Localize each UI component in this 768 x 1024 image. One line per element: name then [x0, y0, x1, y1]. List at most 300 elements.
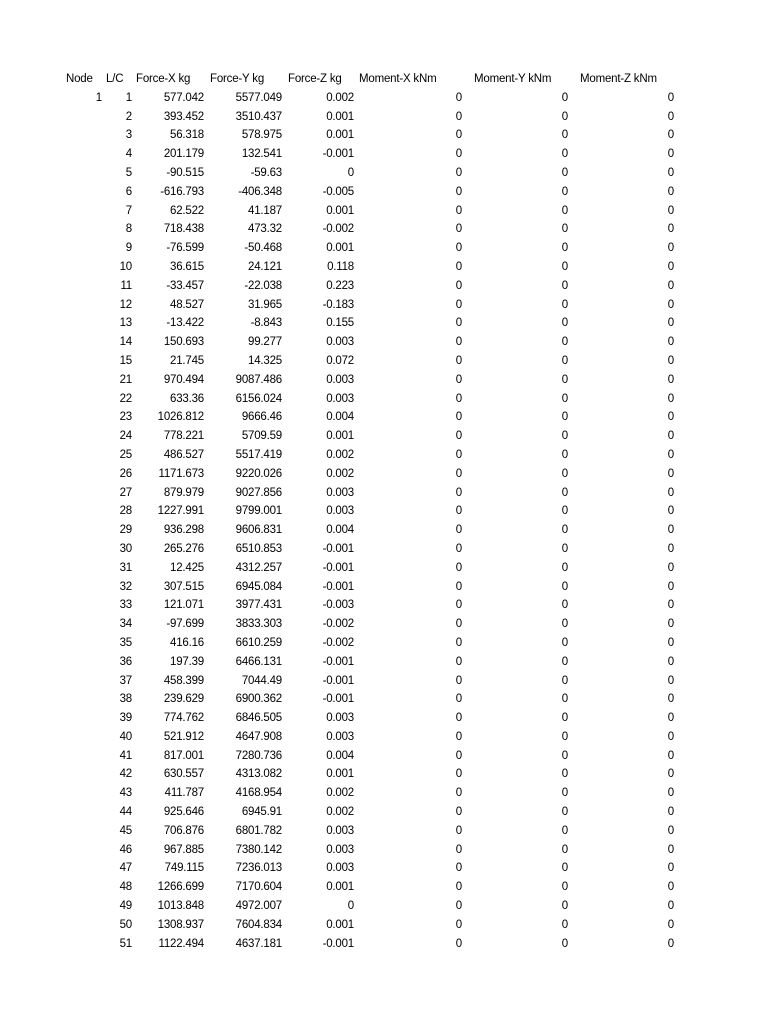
cell-force-y: 3510.437 — [235, 110, 282, 123]
cell-moment-x: 0 — [455, 881, 462, 894]
cell-load-case: 44 — [119, 806, 132, 819]
cell-load-case: 26 — [119, 467, 132, 480]
cell-force-z: 0.002 — [326, 448, 354, 461]
cell-moment-y: 0 — [561, 185, 568, 198]
cell-moment-y: 0 — [561, 599, 568, 612]
cell-node — [0, 390, 104, 409]
cell-load-case: 35 — [119, 636, 132, 649]
cell-force-x: -616.793 — [160, 185, 204, 198]
cell-load-case: 45 — [119, 824, 132, 837]
table-row — [0, 371, 676, 390]
table-row — [0, 935, 676, 954]
cell-force-x: 265.276 — [163, 542, 204, 555]
cell-moment-y: 0 — [561, 806, 568, 819]
cell-force-z: 0.004 — [326, 411, 354, 424]
cell-force-y: 6900.362 — [235, 693, 282, 706]
cell-load-case: 6 — [125, 185, 132, 198]
cell-force-z: -0.001 — [322, 937, 354, 950]
cell-moment-y: 0 — [561, 787, 568, 800]
cell-moment-x: 0 — [455, 636, 462, 649]
cell-node — [0, 559, 104, 578]
cell-load-case: 2 — [125, 110, 132, 123]
cell-node — [0, 164, 104, 183]
cell-force-y: 9220.026 — [235, 467, 282, 480]
cell-force-x: 577.042 — [163, 91, 204, 104]
cell-force-z: 0.155 — [326, 317, 354, 330]
cell-force-y: 4313.082 — [235, 768, 282, 781]
cell-moment-y: 0 — [561, 768, 568, 781]
cell-load-case: 11 — [120, 279, 132, 292]
table-row — [0, 446, 676, 465]
cell-force-y: 14.325 — [248, 354, 282, 367]
cell-force-z: 0.001 — [326, 430, 354, 443]
cell-force-x: 307.515 — [163, 580, 204, 593]
cell-load-case: 5 — [125, 166, 132, 179]
cell-moment-x: 0 — [455, 148, 462, 161]
cell-force-y: 7604.834 — [235, 918, 282, 931]
cell-moment-x: 0 — [455, 242, 462, 255]
cell-moment-x: 0 — [455, 260, 462, 273]
cell-moment-z: 0 — [667, 561, 674, 574]
cell-load-case: 49 — [119, 900, 132, 913]
cell-node — [0, 540, 104, 559]
cell-force-y: 9666.46 — [241, 411, 282, 424]
table-row — [0, 709, 676, 728]
table-row — [0, 408, 676, 427]
cell-moment-z: 0 — [667, 618, 674, 631]
cell-moment-y: 0 — [561, 862, 568, 875]
cell-moment-y: 0 — [561, 524, 568, 537]
cell-moment-y: 0 — [561, 655, 568, 668]
cell-moment-x: 0 — [455, 712, 462, 725]
cell-load-case: 1 — [125, 91, 132, 104]
cell-moment-y: 0 — [561, 937, 568, 950]
cell-moment-y: 0 — [561, 730, 568, 743]
cell-force-x: 239.629 — [163, 693, 204, 706]
cell-moment-z: 0 — [667, 730, 674, 743]
cell-moment-x: 0 — [455, 599, 462, 612]
cell-moment-x: 0 — [455, 787, 462, 800]
cell-force-y: 6510.853 — [235, 542, 282, 555]
table-row — [0, 822, 676, 841]
cell-force-z: 0.003 — [326, 336, 354, 349]
cell-force-y: 7380.142 — [235, 843, 282, 856]
cell-load-case: 22 — [119, 392, 132, 405]
cell-force-x: 486.527 — [163, 448, 204, 461]
cell-force-z: 0.003 — [326, 712, 354, 725]
cell-moment-y: 0 — [561, 242, 568, 255]
cell-moment-z: 0 — [667, 636, 674, 649]
cell-force-y: -22.038 — [244, 279, 282, 292]
table-row — [0, 390, 676, 409]
cell-load-case: 24 — [119, 430, 132, 443]
cell-moment-y: 0 — [561, 430, 568, 443]
cell-load-case: 37 — [119, 674, 132, 687]
cell-moment-x: 0 — [455, 430, 462, 443]
cell-moment-y: 0 — [561, 881, 568, 894]
cell-load-case: 43 — [119, 787, 132, 800]
cell-node — [0, 765, 104, 784]
cell-force-x: 633.36 — [170, 392, 204, 405]
cell-force-z: 0 — [347, 900, 354, 913]
cell-force-z: -0.001 — [322, 561, 354, 574]
cell-load-case: 32 — [119, 580, 132, 593]
cell-moment-y: 0 — [561, 392, 568, 405]
cell-node — [0, 859, 104, 878]
cell-force-y: -59.63 — [250, 166, 282, 179]
cell-moment-y: 0 — [561, 712, 568, 725]
cell-load-case: 21 — [119, 373, 132, 386]
cell-force-x: 1013.848 — [157, 900, 204, 913]
cell-force-z: -0.001 — [322, 580, 354, 593]
cell-force-z: -0.001 — [322, 542, 354, 555]
cell-moment-x: 0 — [455, 486, 462, 499]
table-header-row — [0, 70, 676, 89]
cell-force-z: -0.002 — [322, 636, 354, 649]
cell-moment-x: 0 — [455, 862, 462, 875]
cell-load-case: 15 — [119, 354, 132, 367]
cell-force-z: 0.223 — [326, 279, 354, 292]
cell-load-case: 36 — [119, 655, 132, 668]
cell-node — [0, 897, 104, 916]
cell-force-z: 0.003 — [326, 824, 354, 837]
cell-moment-x: 0 — [455, 749, 462, 762]
cell-node — [0, 277, 104, 296]
cell-force-z: -0.002 — [322, 223, 354, 236]
cell-force-x: 393.452 — [163, 110, 204, 123]
table-row — [0, 126, 676, 145]
table-row — [0, 296, 676, 315]
cell-force-y: 9027.856 — [235, 486, 282, 499]
table-row — [0, 690, 676, 709]
cell-force-y: 5577.049 — [235, 91, 282, 104]
cell-force-z: 0.004 — [326, 524, 354, 537]
cell-moment-z: 0 — [667, 599, 674, 612]
table-row — [0, 578, 676, 597]
cell-force-y: 99.277 — [248, 336, 282, 349]
cell-force-y: 7236.013 — [235, 862, 282, 875]
header-load-case: L/C — [106, 73, 124, 85]
cell-moment-x: 0 — [455, 542, 462, 555]
cell-force-x: 817.001 — [163, 749, 204, 762]
cell-force-z: 0.001 — [326, 242, 354, 255]
cell-force-y: 5709.59 — [241, 430, 282, 443]
cell-moment-y: 0 — [561, 505, 568, 518]
cell-moment-x: 0 — [455, 110, 462, 123]
cell-moment-x: 0 — [455, 768, 462, 781]
cell-moment-y: 0 — [561, 204, 568, 217]
cell-moment-x: 0 — [455, 824, 462, 837]
cell-load-case: 41 — [119, 749, 132, 762]
cell-node — [0, 296, 104, 315]
cell-moment-z: 0 — [667, 542, 674, 555]
cell-node — [0, 446, 104, 465]
cell-moment-z: 0 — [667, 166, 674, 179]
cell-force-x: -76.599 — [166, 242, 204, 255]
cell-moment-x: 0 — [455, 373, 462, 386]
header-moment-z: Moment-Z kNm — [580, 73, 657, 85]
cell-moment-z: 0 — [667, 354, 674, 367]
table-row — [0, 841, 676, 860]
cell-force-y: 9606.831 — [235, 524, 282, 537]
cell-force-y: 6945.084 — [235, 580, 282, 593]
cell-moment-z: 0 — [667, 185, 674, 198]
cell-force-y: 24.121 — [248, 260, 282, 273]
cell-moment-z: 0 — [667, 749, 674, 762]
cell-load-case: 46 — [119, 843, 132, 856]
cell-force-y: 41.187 — [248, 204, 282, 217]
cell-force-x: 774.762 — [163, 712, 204, 725]
cell-moment-z: 0 — [667, 91, 674, 104]
cell-force-z: 0.003 — [326, 486, 354, 499]
cell-node — [0, 690, 104, 709]
cell-load-case: 47 — [119, 862, 132, 875]
cell-force-z: 0.003 — [326, 373, 354, 386]
cell-moment-x: 0 — [455, 937, 462, 950]
cell-moment-z: 0 — [667, 768, 674, 781]
cell-moment-x: 0 — [455, 354, 462, 367]
cell-load-case: 48 — [119, 881, 132, 894]
cell-load-case: 8 — [125, 223, 132, 236]
cell-force-y: 4637.181 — [235, 937, 282, 950]
cell-force-x: 749.115 — [164, 862, 204, 875]
cell-load-case: 7 — [125, 204, 132, 217]
cell-moment-y: 0 — [561, 749, 568, 762]
table-row — [0, 803, 676, 822]
table-row — [0, 596, 676, 615]
table-row — [0, 728, 676, 747]
cell-node — [0, 578, 104, 597]
header-moment-y: Moment-Y kNm — [474, 73, 552, 85]
cell-load-case: 9 — [125, 242, 132, 255]
cell-node — [0, 258, 104, 277]
table-row — [0, 521, 676, 540]
cell-load-case: 31 — [119, 561, 132, 574]
header-force-y: Force-Y kg — [210, 73, 265, 85]
cell-moment-z: 0 — [667, 787, 674, 800]
cell-force-z: -0.005 — [322, 185, 354, 198]
cell-moment-y: 0 — [561, 674, 568, 687]
table-row — [0, 202, 676, 221]
cell-load-case: 13 — [119, 317, 132, 330]
cell-moment-z: 0 — [667, 373, 674, 386]
cell-node — [0, 596, 104, 615]
cell-moment-x: 0 — [455, 674, 462, 687]
cell-force-x: -33.457 — [166, 279, 204, 292]
cell-node — [0, 183, 104, 202]
cell-moment-x: 0 — [455, 561, 462, 574]
cell-moment-y: 0 — [561, 618, 568, 631]
cell-force-x: 458.399 — [163, 674, 204, 687]
cell-moment-x: 0 — [455, 693, 462, 706]
table-row — [0, 559, 676, 578]
cell-node: 1 — [95, 91, 102, 104]
cell-load-case: 33 — [119, 599, 132, 612]
cell-moment-z: 0 — [667, 260, 674, 273]
cell-force-z: -0.001 — [322, 693, 354, 706]
table-row — [0, 352, 676, 371]
cell-force-y: 9799.001 — [235, 505, 282, 518]
cell-moment-y: 0 — [561, 693, 568, 706]
cell-force-y: 7044.49 — [241, 674, 282, 687]
cell-force-z: 0.002 — [326, 467, 354, 480]
cell-force-x: 150.693 — [163, 336, 204, 349]
cell-moment-x: 0 — [455, 467, 462, 480]
cell-load-case: 38 — [119, 693, 132, 706]
cell-moment-z: 0 — [667, 843, 674, 856]
cell-moment-x: 0 — [455, 618, 462, 631]
cell-force-x: 970.494 — [163, 373, 204, 386]
cell-moment-y: 0 — [561, 561, 568, 574]
cell-load-case: 14 — [119, 336, 132, 349]
table-row — [0, 878, 676, 897]
table-row — [0, 859, 676, 878]
table-row — [0, 634, 676, 653]
cell-moment-z: 0 — [667, 918, 674, 931]
cell-node — [0, 126, 104, 145]
cell-moment-z: 0 — [667, 317, 674, 330]
table-row — [0, 277, 676, 296]
cell-load-case: 4 — [125, 148, 132, 161]
cell-moment-x: 0 — [455, 524, 462, 537]
table-row — [0, 672, 676, 691]
cell-moment-y: 0 — [561, 843, 568, 856]
table-row — [0, 314, 676, 333]
cell-moment-z: 0 — [667, 129, 674, 142]
cell-moment-x: 0 — [455, 580, 462, 593]
cell-moment-x: 0 — [455, 411, 462, 424]
cell-moment-z: 0 — [667, 298, 674, 311]
cell-node — [0, 916, 104, 935]
cell-node — [0, 521, 104, 540]
cell-force-y: 31.965 — [248, 298, 282, 311]
cell-force-x: -90.515 — [166, 166, 204, 179]
cell-load-case: 29 — [119, 524, 132, 537]
cell-node — [0, 371, 104, 390]
table-row — [0, 502, 676, 521]
cell-moment-x: 0 — [455, 448, 462, 461]
cell-force-x: 411.787 — [164, 787, 204, 800]
cell-node — [0, 314, 104, 333]
cell-force-y: 3977.431 — [235, 599, 282, 612]
cell-force-z: -0.002 — [322, 618, 354, 631]
cell-node — [0, 333, 104, 352]
cell-moment-z: 0 — [667, 712, 674, 725]
cell-load-case: 30 — [119, 542, 132, 555]
cell-force-z: -0.001 — [322, 655, 354, 668]
cell-moment-x: 0 — [455, 900, 462, 913]
cell-force-x: 718.438 — [163, 223, 204, 236]
cell-force-y: 4972.007 — [235, 900, 282, 913]
cell-force-x: 1122.494 — [158, 937, 204, 950]
cell-moment-x: 0 — [455, 204, 462, 217]
cell-force-x: 197.39 — [170, 655, 204, 668]
cell-node — [0, 653, 104, 672]
cell-moment-y: 0 — [561, 411, 568, 424]
cell-moment-z: 0 — [667, 204, 674, 217]
cell-moment-z: 0 — [667, 242, 674, 255]
cell-force-x: 879.979 — [163, 486, 204, 499]
cell-force-z: 0.001 — [326, 768, 354, 781]
cell-node — [0, 784, 104, 803]
table-row — [0, 427, 676, 446]
cell-force-x: 778.221 — [163, 430, 204, 443]
cell-moment-y: 0 — [561, 260, 568, 273]
cell-force-z: -0.183 — [322, 298, 354, 311]
cell-moment-z: 0 — [667, 392, 674, 405]
cell-force-y: -50.468 — [244, 242, 282, 255]
cell-load-case: 25 — [119, 448, 132, 461]
cell-load-case: 28 — [119, 505, 132, 518]
table-row — [0, 916, 676, 935]
cell-force-z: 0.004 — [326, 749, 354, 762]
table-row — [0, 333, 676, 352]
cell-force-x: 56.318 — [170, 129, 204, 142]
cell-moment-y: 0 — [561, 636, 568, 649]
cell-force-y: 6945.91 — [241, 806, 282, 819]
cell-force-y: 6156.024 — [235, 392, 282, 405]
cell-node — [0, 841, 104, 860]
cell-force-y: 4312.257 — [235, 561, 282, 574]
cell-moment-z: 0 — [667, 486, 674, 499]
cell-moment-y: 0 — [561, 279, 568, 292]
cell-force-z: 0.002 — [326, 91, 354, 104]
cell-force-z: 0 — [347, 166, 354, 179]
cell-force-y: 6801.782 — [235, 824, 282, 837]
table-row — [0, 747, 676, 766]
header-force-x: Force-X kg — [136, 73, 191, 85]
cell-force-z: -0.003 — [322, 599, 354, 612]
cell-node — [0, 634, 104, 653]
cell-force-z: 0.001 — [326, 881, 354, 894]
table-row — [0, 183, 676, 202]
cell-force-x: 62.522 — [170, 204, 204, 217]
cell-moment-z: 0 — [667, 110, 674, 123]
cell-force-z: 0.003 — [326, 843, 354, 856]
reaction-table — [0, 70, 676, 953]
cell-moment-z: 0 — [667, 448, 674, 461]
cell-moment-y: 0 — [561, 542, 568, 555]
cell-force-x: 706.876 — [163, 824, 204, 837]
cell-force-z: 0.001 — [326, 110, 354, 123]
cell-node — [0, 672, 104, 691]
cell-moment-x: 0 — [455, 505, 462, 518]
cell-moment-y: 0 — [561, 486, 568, 499]
cell-moment-x: 0 — [455, 91, 462, 104]
cell-moment-y: 0 — [561, 900, 568, 913]
cell-node — [0, 427, 104, 446]
cell-node — [0, 239, 104, 258]
cell-load-case: 34 — [119, 618, 132, 631]
cell-force-z: 0.118 — [327, 260, 354, 273]
cell-moment-z: 0 — [667, 430, 674, 443]
cell-node — [0, 484, 104, 503]
cell-force-y: 9087.486 — [235, 373, 282, 386]
cell-force-x: -97.699 — [166, 618, 204, 631]
cell-moment-y: 0 — [561, 148, 568, 161]
cell-moment-y: 0 — [561, 91, 568, 104]
cell-moment-z: 0 — [667, 148, 674, 161]
cell-load-case: 50 — [119, 918, 132, 931]
cell-force-z: 0.003 — [326, 730, 354, 743]
cell-node — [0, 220, 104, 239]
cell-force-z: 0.003 — [326, 392, 354, 405]
cell-moment-y: 0 — [561, 166, 568, 179]
cell-node — [0, 878, 104, 897]
cell-node — [0, 145, 104, 164]
cell-force-y: 4647.908 — [235, 730, 282, 743]
table-row — [0, 258, 676, 277]
